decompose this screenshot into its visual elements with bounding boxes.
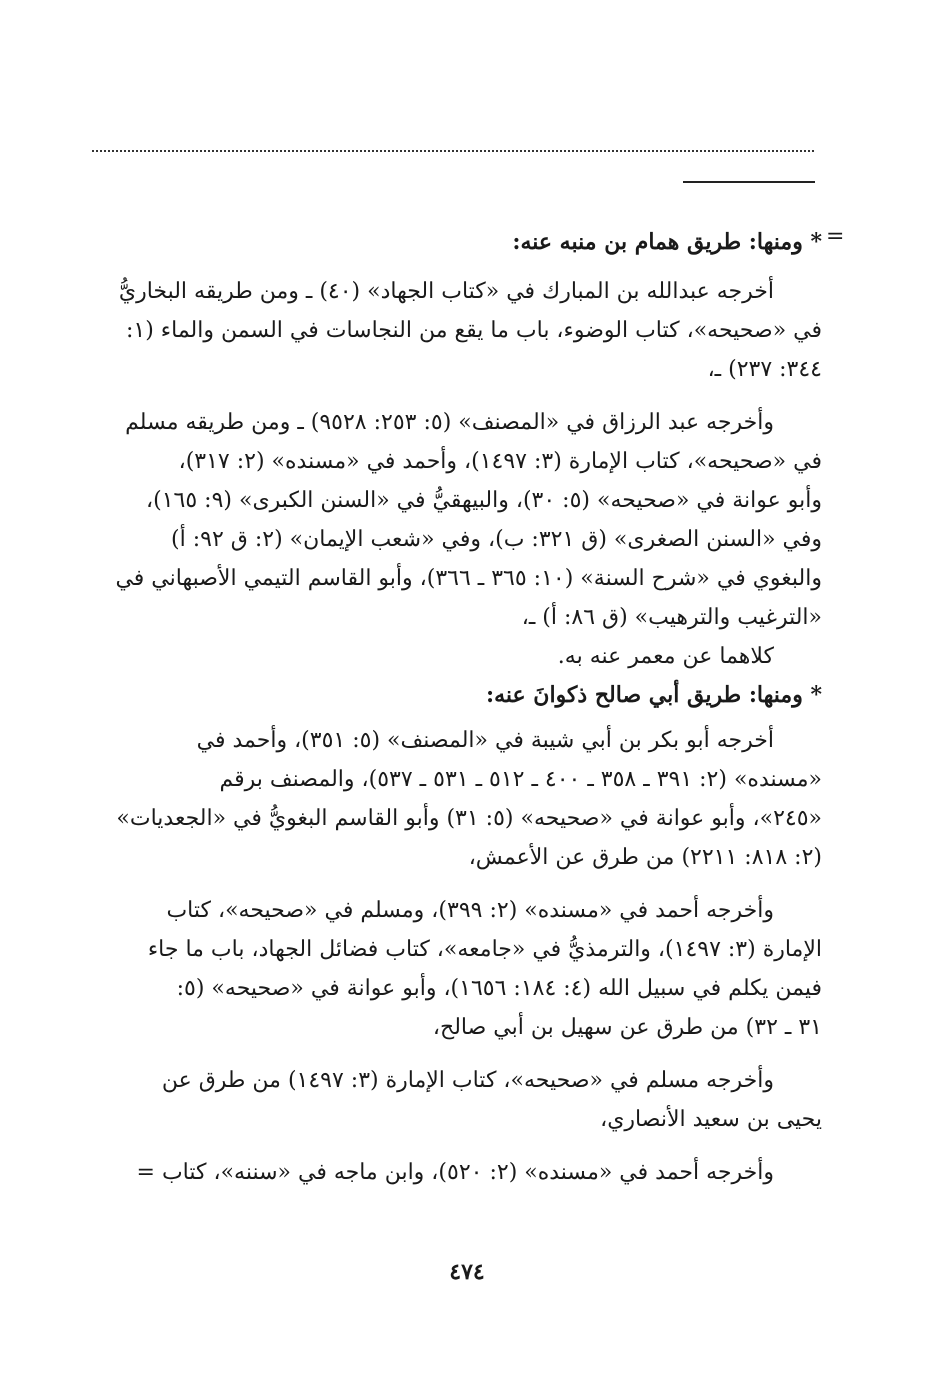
page-number: ٤٧٤ — [449, 1259, 485, 1285]
text-line: «٢٤٥»، وأبو عوانة في «صحيحه» (٥: ٣١) وأبو القاسم البغويُّ في «الجعديات» — [116, 806, 822, 831]
paragraph — [92, 1061, 822, 1139]
text-line: * ومنها: طريق أبي صالح ذكوانَ عنه: — [485, 682, 822, 708]
section-heading — [92, 676, 822, 715]
footnote-text — [92, 223, 822, 1192]
continuation-mark: = — [826, 224, 845, 249]
text-line: في «صحيحه»، كتاب الإمارة (٣: ١٤٩٧)، وأحمد في «مسنده» (٢: ٣١٧)، — [178, 449, 822, 474]
text-line: يحيى بن سعيد الأنصاري، — [600, 1107, 822, 1132]
text-line: أخرجه عبدالله بن المبارك في «كتاب الجهاد» (٤٠) ـ ومن طريقه البخاريُّ — [118, 279, 774, 304]
text-line: فيمن يكلم في سبيل الله (٤: ١٨٤: ١٦٥٦)، وأبو عوانة في «صحيحه» (٥: — [176, 976, 822, 1001]
paragraph — [92, 403, 822, 676]
text-line: وأخرجه أحمد في «مسنده» (٢: ٣٩٩)، ومسلم في «صحيحه»، كتاب — [166, 898, 774, 923]
paragraph — [92, 272, 822, 389]
text-line: (٢: ٨١٨: ٢٢١١) من طرق عن الأعمش، — [468, 845, 822, 870]
text-line: الإمارة (٣: ١٤٩٧)، والترمذيُّ في «جامعه»، كتاب فضائل الجهاد، باب ما جاء — [147, 937, 822, 962]
text-line: في «صحيحه»، كتاب الوضوء، باب ما يقع من النجاسات في السمن والماء (١: — [125, 318, 822, 343]
text-line: كلاهما عن معمر عنه به. — [557, 644, 774, 669]
paragraph — [92, 721, 822, 877]
text-line: * ومنها: طريق همام بن منبه عنه: — [512, 229, 822, 255]
footnote-rule — [683, 181, 815, 183]
text-line: «الترغيب والترهيب» (ق ٨٦: أ) ـ، — [521, 605, 822, 630]
text-line: «مسنده» (٢: ٣٩١ ـ ٣٥٨ ـ ٤٠٠ ـ ٥١٢ ـ ٥٣١ ـ ٥٣٧)، والمصنف برقم — [219, 767, 822, 792]
dotted-separator — [92, 150, 814, 152]
paragraph — [92, 891, 822, 1047]
section-heading — [92, 223, 822, 262]
text-line: أخرجه أبو بكر بن أبي شيبة في «المصنف» (٥: ٣٥١)، وأحمد في — [196, 728, 774, 753]
text-line: ٣٤٤: ٢٣٧) ـ، — [707, 357, 822, 382]
text-line: وأخرجه أحمد في «مسنده» (٢: ٥٢٠)، وابن ماجه في «سننه»، كتاب = — [136, 1160, 774, 1185]
text-line: ٣١ ـ ٣٢) من طرق عن سهيل بن أبي صالح، — [432, 1015, 822, 1040]
text-line: وأخرجه مسلم في «صحيحه»، كتاب الإمارة (٣: ١٤٩٧) من طرق عن — [161, 1068, 774, 1093]
text-line: والبغوي في «شرح السنة» (١٠: ٣٦٥ ـ ٣٦٦)، وأبو القاسم التيمي الأصبهاني في — [115, 566, 822, 591]
text-line: وفي «السنن الصغرى» (ق ٣٢١: ب)، وفي «شعب الإيمان» (٢: ق ٩٢: أ) — [171, 527, 822, 552]
text-line: وأبو عوانة في «صحيحه» (٥: ٣٠)، والبيهقيُّ في «السنن الكبرى» (٩: ١٦٥)، — [146, 488, 822, 513]
text-line: وأخرجه عبد الرزاق في «المصنف» (٥: ٢٥٣: ٩٥٢٨) ـ ومن طريقه مسلم — [125, 410, 774, 435]
paragraph — [92, 1153, 822, 1192]
